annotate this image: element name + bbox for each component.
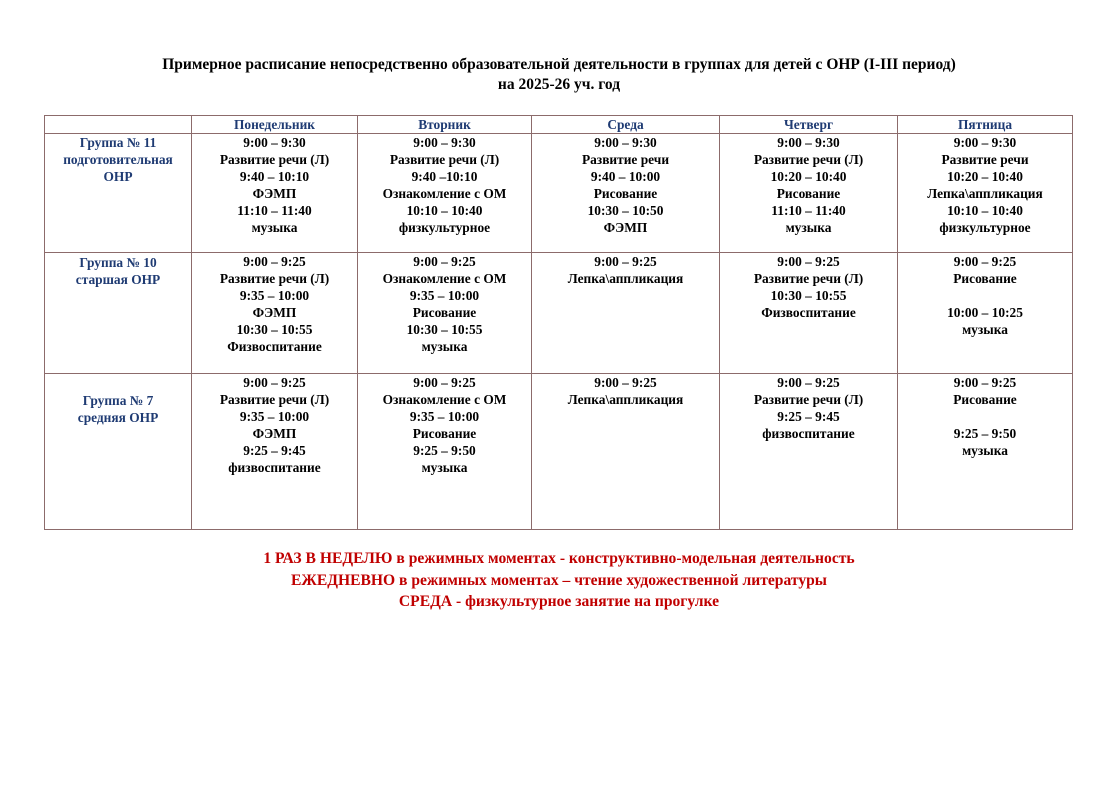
cell-line: Рисование [953, 270, 1017, 286]
schedule-cell-thursday [720, 253, 898, 374]
cell-line: 9:00 – 9:25 [777, 254, 840, 269]
cell-line: ФЭМП [252, 425, 297, 441]
cell-line: 9:35 – 10:00 [239, 408, 310, 424]
cell-line: физвоспитание [228, 459, 321, 475]
cell-line: 9:00 – 9:25 [953, 375, 1017, 390]
group-name-cell [45, 374, 192, 530]
header-day-thursday: Четверг [720, 116, 898, 134]
table-row-group-11 [45, 134, 1073, 253]
schedule-cell-monday [192, 374, 358, 530]
schedule-cell-friday [898, 134, 1073, 253]
cell-line: 9:00 – 9:25 [413, 375, 476, 390]
schedule-cell-thursday [720, 374, 898, 530]
group-name-line: ОНР [103, 168, 133, 184]
cell-line: 9:00 – 9:25 [777, 375, 840, 390]
cell-line-blank [898, 288, 1072, 305]
cell-line: физвоспитание [762, 425, 855, 441]
schedule-cell-thursday [720, 134, 898, 253]
cell-line: музыка [421, 338, 468, 354]
title-line-2: на 2025-26 уч. год [497, 76, 621, 93]
cell-line: Рисование [412, 425, 477, 441]
cell-line: Рисование [776, 185, 841, 201]
group-name-cell [45, 253, 192, 374]
cell-line: Развитие речи [581, 151, 670, 167]
cell-line: Ознакомление с ОМ [382, 185, 507, 201]
table-row-group-7 [45, 374, 1073, 530]
cell-line: 9:35 – 10:00 [239, 287, 310, 303]
cell-line: 9:00 – 9:30 [413, 135, 476, 150]
group-name-cell [45, 134, 192, 253]
schedule-cell-friday [898, 253, 1073, 374]
cell-line: Развитие речи (Л) [219, 391, 330, 407]
cell-line: ФЭМП [252, 185, 297, 201]
cell-line: Развитие речи (Л) [219, 270, 330, 286]
group-name-line: подготовительная [63, 151, 173, 167]
cell-line: музыка [785, 219, 832, 235]
cell-line: 9:40 – 10:00 [590, 168, 661, 184]
cell-line: 9:00 – 9:25 [594, 375, 657, 390]
group-name-line: средняя ОНР [77, 409, 159, 425]
title-line-1: Примерное расписание непосредственно образовательной деятельности в группах для детей с ОНР (I-III период) [162, 56, 956, 73]
schedule-cell-monday [192, 134, 358, 253]
schedule-cell-wednesday [532, 253, 720, 374]
cell-line: 9:35 – 10:00 [409, 287, 480, 303]
cell-line: музыка [962, 442, 1008, 458]
cell-line: 10:20 – 10:40 [947, 168, 1023, 184]
group-name-line: старшая ОНР [75, 271, 161, 287]
cell-line: Ознакомление с ОМ [382, 391, 507, 407]
header-day-wednesday: Среда [532, 116, 720, 134]
header-day-tuesday: Вторник [358, 116, 532, 134]
cell-line: музыка [421, 459, 468, 475]
header-day-friday: Пятница [898, 116, 1073, 134]
cell-line: ФЭМП [603, 219, 648, 235]
cell-line: Лепка\аппликация [567, 270, 684, 286]
cell-line: Физвоспитание [227, 338, 322, 354]
cell-line: музыка [251, 219, 298, 235]
document-title [0, 55, 1118, 95]
header-day-monday: Понедельник [192, 116, 358, 134]
cell-line: 9:00 – 9:25 [413, 254, 476, 269]
header-group-column [45, 116, 192, 134]
schedule-cell-tuesday [358, 134, 532, 253]
cell-line: 10:30 – 10:50 [587, 202, 664, 218]
cell-line: Развитие речи (Л) [219, 151, 330, 167]
notes-block [0, 548, 1118, 613]
cell-line: Физвоспитание [761, 304, 856, 320]
header-row [45, 116, 1073, 134]
group-name-line: Группа № 10 [79, 255, 157, 270]
cell-line: Развитие речи (Л) [753, 151, 864, 167]
cell-line: Рисование [953, 391, 1017, 407]
cell-line: 9:25 – 9:45 [777, 408, 840, 424]
cell-line: 11:10 – 11:40 [771, 202, 846, 218]
note-line-3: СРЕДА - физкультурное занятие на прогулке [398, 593, 720, 610]
cell-line: 10:30 – 10:55 [770, 287, 847, 303]
cell-line: 9:25 – 9:45 [243, 442, 306, 458]
schedule-cell-tuesday [358, 253, 532, 374]
group-name-line: Группа № 7 [82, 393, 154, 408]
cell-line: 9:00 – 9:25 [243, 375, 306, 390]
schedule-cell-wednesday [532, 134, 720, 253]
schedule-cell-friday [898, 374, 1073, 530]
cell-line: 9:00 – 9:25 [594, 254, 657, 269]
cell-line: 9:00 – 9:30 [243, 135, 306, 150]
cell-line: 9:40 – 10:10 [239, 168, 310, 184]
cell-line: физкультурное [939, 219, 1031, 235]
cell-line: 9:40 –10:10 [411, 168, 478, 184]
schedule-table [44, 115, 1073, 530]
cell-line: 9:25 – 9:50 [413, 442, 476, 458]
cell-line: Развитие речи [941, 151, 1029, 167]
cell-line: Лепка\аппликация [927, 185, 1043, 201]
cell-line: 9:25 – 9:50 [953, 425, 1017, 441]
cell-line: Развитие речи (Л) [753, 270, 864, 286]
table-row-group-10 [45, 253, 1073, 374]
group-name-line: Группа № 11 [79, 135, 157, 150]
cell-line: Лепка\аппликация [567, 391, 684, 407]
cell-line: 10:30 – 10:55 [236, 321, 313, 337]
cell-line: Рисование [593, 185, 658, 201]
cell-line: 10:10 – 10:40 [947, 202, 1023, 218]
cell-line: 10:10 – 10:40 [406, 202, 483, 218]
cell-line: 10:00 – 10:25 [947, 304, 1023, 320]
cell-line: 9:00 – 9:25 [243, 254, 306, 269]
cell-line: 9:35 – 10:00 [409, 408, 480, 424]
schedule-cell-tuesday [358, 374, 532, 530]
cell-line: 10:30 – 10:55 [406, 321, 483, 337]
cell-line: 9:00 – 9:30 [777, 135, 840, 150]
cell-line: Ознакомление с ОМ [382, 270, 507, 286]
cell-line: Развитие речи (Л) [389, 151, 500, 167]
note-line-2: ЕЖЕДНЕВНО в режимных моментах – чтение художественной литературы [291, 571, 827, 589]
cell-line: музыка [962, 321, 1008, 337]
cell-line: 11:10 – 11:40 [237, 202, 312, 218]
cell-line-blank [898, 409, 1072, 426]
cell-line: физкультурное [398, 219, 491, 235]
cell-line: Рисование [412, 304, 477, 320]
cell-line: ФЭМП [252, 304, 297, 320]
cell-line: 10:20 – 10:40 [770, 168, 847, 184]
cell-line: 9:00 – 9:30 [594, 135, 657, 150]
cell-line: 9:00 – 9:30 [953, 135, 1017, 150]
schedule-cell-monday [192, 253, 358, 374]
note-line-1: 1 РАЗ В НЕДЕЛЮ в режимных моментах - конструктивно-модельная деятельность [263, 550, 855, 567]
cell-line: Развитие речи (Л) [753, 391, 864, 407]
cell-line: 9:00 – 9:25 [953, 254, 1017, 269]
schedule-cell-wednesday [532, 374, 720, 530]
